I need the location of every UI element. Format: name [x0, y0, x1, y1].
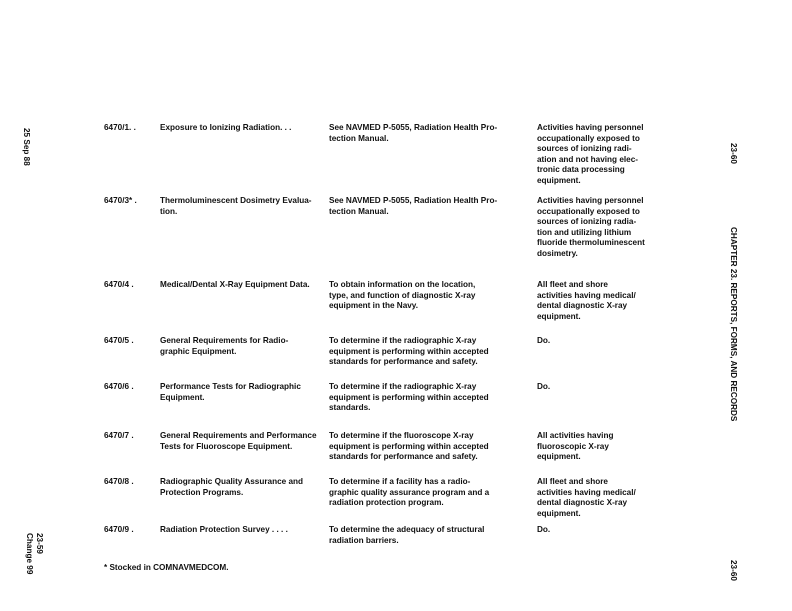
form-number: 6470/3* . — [104, 196, 137, 205]
form-purpose: To determine if the radiographic X-ray equipment is performing within accepted standards. — [329, 382, 489, 413]
form-title: Radiation Protection Survey . . . . — [160, 525, 288, 534]
form-purpose: To determine if the fluoroscope X-ray equipment is performing within accepted standards for performance and safety. — [329, 431, 489, 462]
form-purpose: To determine the adequacy of structural radiation barriers. — [329, 525, 485, 545]
submitted-by: All activities having fluoroscopic X-ray equipment. — [537, 431, 614, 462]
form-purpose: To determine if the radiographic X-ray equipment is performing within accepted standards for performance and safety. — [329, 336, 489, 367]
form-purpose: See NAVMED P-5055, Radiation Health Pro- tection Manual. — [329, 123, 498, 143]
form-title: Thermoluminescent Dosimetry Evalua- tion. — [160, 196, 312, 216]
footnote: * Stocked in COMNAVMEDCOM. — [104, 563, 229, 572]
form-title: Performance Tests for Radiographic Equipment. — [160, 382, 301, 402]
form-number: 6470/5 . — [104, 336, 134, 345]
form-title: General Requirements and Performance Tests for Fluoroscope Equipment. — [160, 431, 317, 451]
form-number: 6470/9 . — [104, 525, 134, 534]
submitted-by: Do. — [537, 382, 551, 391]
submitted-by: Activities having personnel occupationally exposed to sources of ionizing radi- ation and not having elec- tronic data processing equipment. — [537, 123, 644, 185]
form-number: 6470/1. . — [104, 123, 136, 132]
date-margin: 25 Sep 88 — [22, 128, 31, 166]
submitted-by: All fleet and shore activities having medical/ dental diagnostic X-ray equipment. — [537, 477, 636, 518]
change-number: Change 99 — [25, 533, 34, 575]
form-title: Radiographic Quality Assurance and Protection Programs. — [160, 477, 304, 497]
submitted-by: Activities having personnel occupationally exposed to sources of ionizing radia- tion and utilizing lithium fluoride thermoluminescent dosimetry. — [537, 196, 645, 258]
submitted-by: Do. — [537, 525, 551, 534]
submitted-by: All fleet and shore activities having medical/ dental diagnostic X-ray equipment. — [537, 280, 636, 321]
page-number-left: 23-59 — [35, 533, 44, 554]
submitted-by: Do. — [537, 336, 551, 345]
form-number: 6470/8 . — [104, 477, 134, 486]
form-number: 6470/6 . — [104, 382, 134, 391]
chapter-title: CHAPTER 23. REPORTS, FORMS, AND RECORDS — [729, 227, 738, 422]
form-number: 6470/7 . — [104, 431, 134, 440]
form-purpose: To determine if a facility has a radio- graphic quality assurance program and a radiation protection program. — [329, 477, 490, 508]
form-number: 6470/4 . — [104, 280, 134, 289]
page-number-right-bottom: 23-60 — [729, 560, 738, 581]
form-title: General Requirements for Radio- graphic Equipment. — [160, 336, 289, 356]
page-number-right-top: 23-60 — [729, 143, 738, 164]
form-purpose: To obtain information on the location, type, and function of diagnostic X-ray equipment in the Navy. — [329, 280, 476, 311]
form-purpose: See NAVMED P-5055, Radiation Health Pro- tection Manual. — [329, 196, 498, 216]
form-title: Medical/Dental X-Ray Equipment Data. — [160, 280, 310, 289]
form-title: Exposure to Ionizing Radiation. . . — [160, 123, 292, 132]
